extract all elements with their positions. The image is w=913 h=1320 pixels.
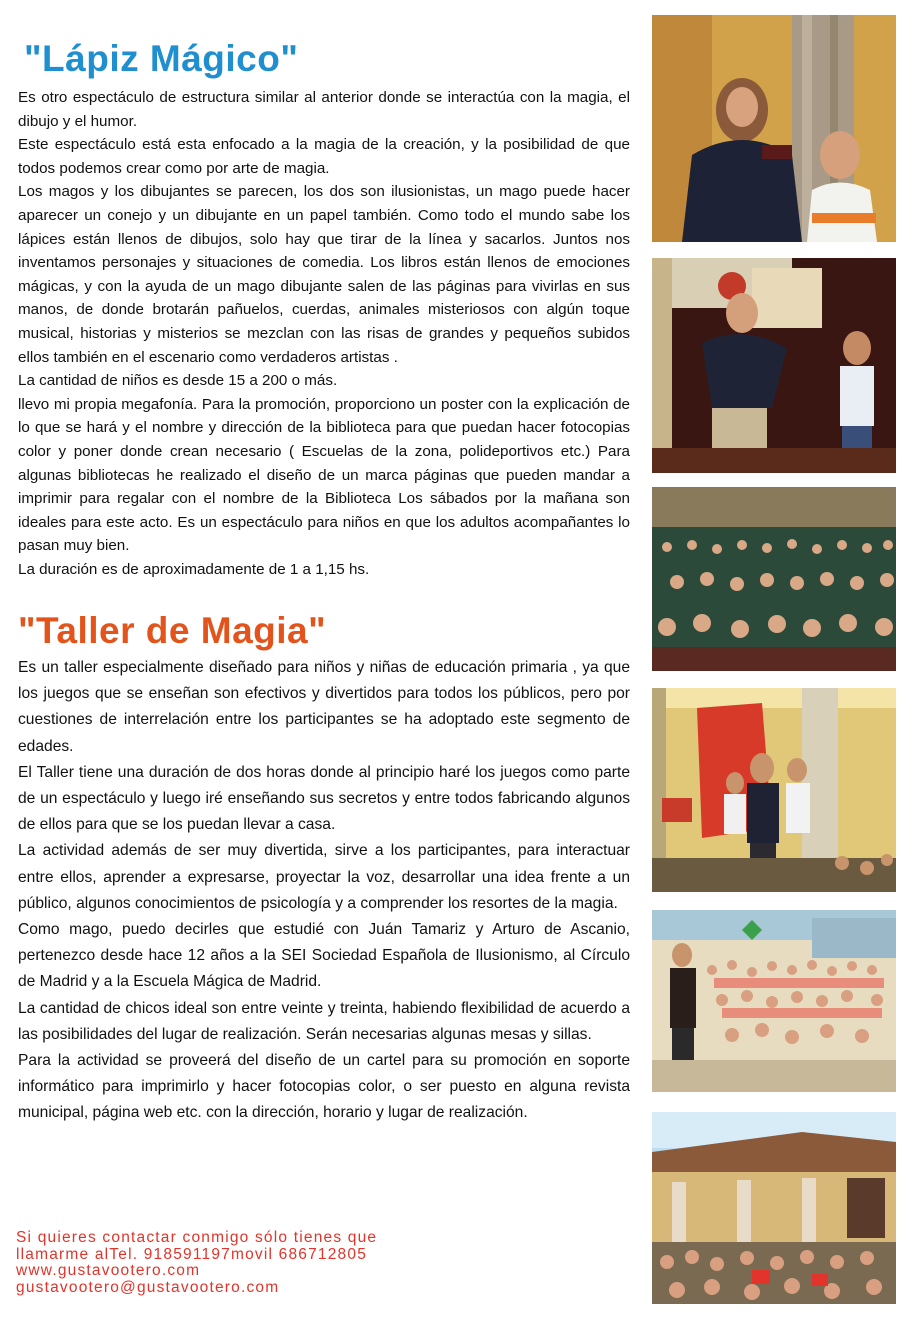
- photo-workshop-indoor: [652, 688, 896, 892]
- paragraph: Como mago, puedo decirles que estudié con Juán Tamariz y Arturo de Ascanio, pertenezco desde hace 12 años a la SEI Sociedad Española de Ilusionismo, al Círculo de Madrid y a la Escuela Mágica de Madrid.: [18, 921, 630, 991]
- paragraph: Este espectáculo está esta enfocado a la magia de la creación, y la posibilidad de que todos podemos crear como por arte de magia.: [18, 136, 630, 177]
- taller-magia-title: "Taller de Magia": [18, 610, 327, 651]
- contact-line: Si quieres contactar conmigo sólo tienes que: [16, 1229, 378, 1246]
- taller-magia-text: [18, 655, 630, 1127]
- contact-block: [16, 1230, 377, 1296]
- paragraph: Para la actividad se proveerá del diseño de un cartel para su promoción en soporte informático para imprimirlo y hacer fotocopias color, o ser puesto en alguna revista municipal, página web etc. con la dirección, horario y lugar de realización.: [18, 1052, 630, 1122]
- contact-website-link[interactable]: www.gustavootero.com: [16, 1262, 201, 1279]
- lapiz-magico-text: [18, 86, 630, 581]
- photo-gym-audience: [652, 910, 896, 1092]
- lapiz-magico-title: "Lápiz Mágico": [24, 38, 299, 79]
- paragraph: Es otro espectáculo de estructura similar al anterior donde se interactúa con la magia, el dibujo y el humor.: [18, 89, 630, 130]
- paragraph: Los magos y los dibujantes se parecen, los dos son ilusionistas, un mago puede hacer aparecer un conejo y un dibujante en un papel también. Como todo el mundo sabe los lápices están llenos de dibujos, solo hay que tirar de la línea y sacarlos. Juntos nos inventamos personajes y situaciones de comedia. Los libros están llenos de emociones mágicas, y con la ayuda de un mago dibujante salen de las páginas para vivirlas en sus manos, de donde brotarán pañuelos, cuerdas, animales misteriosos con algún toque musical, historias y misterios se mezclan con las risas de grandes y pequeños subidos ellos también en el escenario como verdaderos artistas .: [18, 183, 630, 366]
- photo-audience: [652, 487, 896, 671]
- paragraph: La cantidad de chicos ideal son entre veinte y treinta, habiendo flexibilidad de acuerdo a las posibilidades del lugar de realización. Serán necesarias algunas mesas y sillas.: [18, 999, 630, 1043]
- paragraph: Es un taller especialmente diseñado para niños y niñas de educación primaria , ya que los juegos que se enseñan son efectivos y divertidos para todos los públicos, pero por cuestiones de interrelación entre los participantes se ha adoptado este segmento de edades.: [18, 659, 630, 755]
- paragraph: La cantidad de niños es desde 15 a 200 o más.: [18, 372, 338, 390]
- paragraph: La duración es de aproximadamente de 1 a 1,15 hs.: [18, 560, 370, 578]
- contact-phone: llamarme alTel. 918591197movil 686712805: [16, 1245, 368, 1263]
- photo-courtyard: [652, 1112, 896, 1304]
- paragraph: La actividad además de ser muy divertida, sirve a los participantes, para interactuar entre ellos, aprender a expresarse, proyectar la voz, desarrollar una idea frente a un público, algunos conocimientos de psicología y a comprender los resortes de la magia.: [18, 842, 630, 912]
- contact-email-link[interactable]: gustavootero@gustavootero.com: [16, 1278, 280, 1296]
- photo-stage-performance: [652, 258, 896, 473]
- paragraph: El Taller tiene una duración de dos horas donde al principio haré los juegos como parte de un espectáculo y luego iré enseñando sus secretos y entre todos fabricando algunos de ellos para que se los puedan llevar a casa.: [18, 763, 630, 834]
- photo-magician-with-boy: [652, 15, 896, 242]
- paragraph: llevo mi propia megafonía. Para la promoción, proporciono un poster con la explicación de lo que se hará y el nombre y dirección de la biblioteca para que puedan hacer fotocopias color y poner donde crean necesario ( Escuelas de la zona, polideportivos etc.) Para algunas bibliotecas he realizado el diseño de un marca páginas que pueden mandar a imprimir para regalar con el nombre de la Biblioteca Los sábados por la mañana son ideales para este acto. Es un espectáculo para niños en que los adultos acompañantes lo pasan muy bien.: [18, 395, 630, 555]
